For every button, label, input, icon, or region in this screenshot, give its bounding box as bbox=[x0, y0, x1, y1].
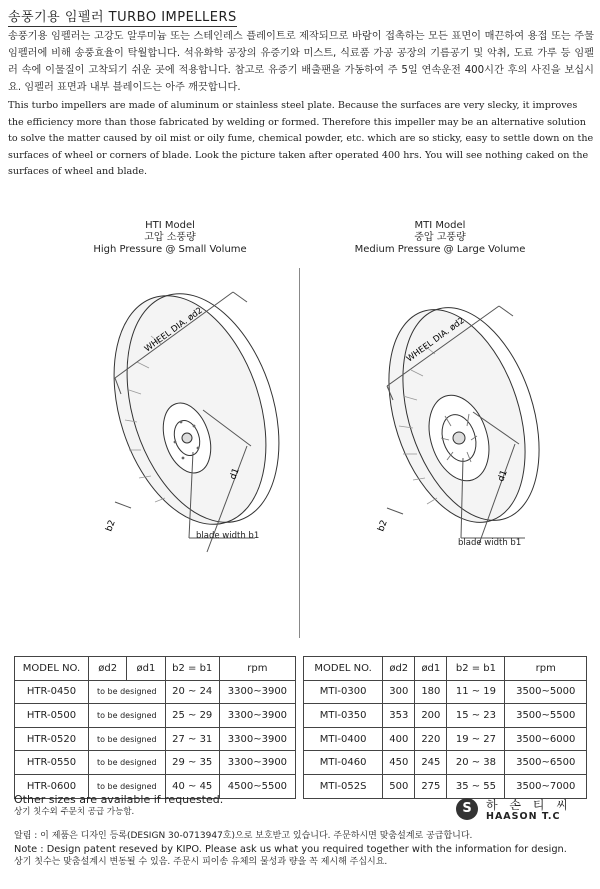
mti-model-subtitle: Medium Pressure @ Large Volume bbox=[354, 244, 526, 255]
cell-model: MTI-0300 bbox=[304, 680, 383, 704]
col-d1: ød1 bbox=[127, 657, 165, 681]
col-d2: ød2 bbox=[89, 657, 127, 681]
cell-d2: 500 bbox=[383, 774, 415, 798]
hti-model-name: HTI Model bbox=[145, 220, 195, 231]
mti-d1-label: d1 bbox=[496, 468, 510, 484]
table-row bbox=[304, 774, 587, 798]
table-row bbox=[304, 751, 587, 775]
cell-b2b1: 20 ~ 38 bbox=[447, 751, 505, 775]
cell-model: HTR-0550 bbox=[15, 751, 89, 775]
cell-b2b1: 29 ~ 35 bbox=[165, 751, 219, 775]
company-logo bbox=[456, 796, 586, 824]
col-d1: ød1 bbox=[415, 657, 447, 681]
cell-rpm: 3300~3900 bbox=[219, 751, 295, 775]
cell-rpm: 3300~3900 bbox=[219, 680, 295, 704]
cell-rpm: 3300~3900 bbox=[219, 727, 295, 751]
cell-dims: to be designed bbox=[89, 751, 166, 775]
cell-d2: 400 bbox=[383, 727, 415, 751]
other-sizes-korean: 상기 칫수외 주문치 공급 가능함. bbox=[14, 807, 135, 817]
cell-d2: 450 bbox=[383, 751, 415, 775]
col-b2b1: b2 = b1 bbox=[447, 657, 505, 681]
figure-divider bbox=[299, 268, 300, 638]
cell-model: MTI-0460 bbox=[304, 751, 383, 775]
mti-model-korean: 중압 고풍량 bbox=[414, 232, 466, 243]
cell-model: HTR-0600 bbox=[15, 774, 89, 798]
cell-rpm: 3500~5000 bbox=[505, 680, 587, 704]
cell-model: MTI-0400 bbox=[304, 727, 383, 751]
logo-korean: 하 손 티 씨 bbox=[486, 798, 572, 812]
cell-rpm: 3500~6500 bbox=[505, 751, 587, 775]
hti-impeller-drawing bbox=[95, 270, 295, 560]
note-korean: 알림 : 이 제품은 디자인 등록(DESIGN 30-0713947호)으로 보호받고 있습니다. 주문하시면 맞춤설계로 공급합니다. bbox=[14, 831, 473, 841]
hti-model-subtitle: High Pressure @ Small Volume bbox=[93, 244, 247, 255]
cell-b2b1: 11 ~ 19 bbox=[447, 680, 505, 704]
cell-d1: 180 bbox=[415, 680, 447, 704]
col-model: MODEL NO. bbox=[15, 657, 89, 681]
cell-d1: 245 bbox=[415, 751, 447, 775]
hti-model-korean: 고압 소풍량 bbox=[144, 232, 196, 243]
table-row bbox=[15, 751, 296, 775]
col-rpm: rpm bbox=[505, 657, 587, 681]
cell-d2: 300 bbox=[383, 680, 415, 704]
table-header-row bbox=[304, 657, 587, 681]
cell-b2b1: 35 ~ 55 bbox=[447, 774, 505, 798]
cell-rpm: 3300~3900 bbox=[219, 704, 295, 728]
table-row bbox=[304, 727, 587, 751]
cell-model: MTI-0350 bbox=[304, 704, 383, 728]
cell-rpm: 3500~6000 bbox=[505, 727, 587, 751]
col-model: MODEL NO. bbox=[304, 657, 383, 681]
mti-wheel-dim-label: WHEEL DIA. ød2 bbox=[404, 315, 467, 365]
mti-blade-width-label: blade width b1 bbox=[458, 538, 522, 548]
note-english: Note : Design patent reseved by KIPO. Please ask us what you required together with the information for design. bbox=[14, 844, 567, 855]
table-row bbox=[15, 727, 296, 751]
mti-b2-label: b2 bbox=[376, 518, 390, 534]
cell-dims: to be designed bbox=[89, 680, 166, 704]
col-d2: ød2 bbox=[383, 657, 415, 681]
cell-rpm: 3500~7000 bbox=[505, 774, 587, 798]
hti-caption bbox=[80, 220, 260, 256]
cell-model: HTR-0500 bbox=[15, 704, 89, 728]
logo-mark-icon: S bbox=[456, 798, 478, 820]
cell-dims: to be designed bbox=[89, 704, 166, 728]
cell-b2b1: 25 ~ 29 bbox=[165, 704, 219, 728]
cell-b2b1: 40 ~ 45 bbox=[165, 774, 219, 798]
table-row bbox=[15, 704, 296, 728]
cell-rpm: 3500~5500 bbox=[505, 704, 587, 728]
cell-dims: to be designed bbox=[89, 774, 166, 798]
table-row bbox=[304, 680, 587, 704]
col-rpm: rpm bbox=[219, 657, 295, 681]
logo-english: HAASON T.C bbox=[486, 811, 561, 822]
page-title: 송풍기용 임펠러 TURBO IMPELLERS bbox=[8, 6, 237, 27]
cell-model: HTR-0450 bbox=[15, 680, 89, 704]
mti-impeller-drawing bbox=[375, 276, 575, 566]
cell-b2b1: 27 ~ 31 bbox=[165, 727, 219, 751]
other-sizes-english: Other sizes are available if requested. bbox=[14, 793, 224, 806]
cell-model: MTI-052S bbox=[304, 774, 383, 798]
table-row bbox=[15, 680, 296, 704]
note-korean-2: 상기 칫수는 맞춤설계시 변동될 수 있음. 주문시 피이송 유체의 물성과 량을 꼭 제시해 주십시요. bbox=[14, 857, 388, 867]
other-sizes-note bbox=[14, 793, 223, 819]
cell-rpm: 4500~5500 bbox=[219, 774, 295, 798]
cell-b2b1: 15 ~ 23 bbox=[447, 704, 505, 728]
hti-b2-label: b2 bbox=[104, 518, 118, 534]
cell-b2b1: 19 ~ 27 bbox=[447, 727, 505, 751]
mti-model-name: MTI Model bbox=[414, 220, 466, 231]
table-header-row bbox=[15, 657, 296, 681]
mti-caption bbox=[340, 220, 540, 256]
hti-wheel-dim-label: WHEEL DIA. ød2 bbox=[142, 305, 205, 355]
intro-english: This turbo impellers are made of aluminum or stainless steel plate. Because the surfaces are very slecky, it improves the efficiency more than those fabricated by welding or formed. Therefore this impeller may be an alternative solution to solve the matter caused by oil mist or oily fume, chemical powder, etc. which are so sticky, easy to settle down on the surfaces of wheel or corners of blade. Look the picture taken after operated 400 hrs. You will see nothing caked on the surfaces of wheel and blade. bbox=[8, 100, 594, 177]
mti-spec-table bbox=[303, 656, 587, 799]
cell-model: HTR-0520 bbox=[15, 727, 89, 751]
cell-d1: 220 bbox=[415, 727, 447, 751]
cell-d1: 275 bbox=[415, 774, 447, 798]
col-b2b1: b2 = b1 bbox=[165, 657, 219, 681]
cell-dims: to be designed bbox=[89, 727, 166, 751]
table-row bbox=[304, 704, 587, 728]
cell-d1: 200 bbox=[415, 704, 447, 728]
cell-d2: 353 bbox=[383, 704, 415, 728]
htr-spec-table bbox=[14, 656, 296, 799]
hti-d1-label: d1 bbox=[228, 466, 242, 482]
intro-korean: 송풍기용 임펠러는 고강도 알루미늄 또는 스테인레스 플레이트로 제작되므로 바람이 접촉하는 모든 표면이 매끈하여 용접 또는 주물 임펠러에 비해 송풍효율이 탁월합니다. 석유화학 공장의 유증기와 미스트, 식료품 가공 공장의 기름공기 및 악취, 도료 가루 등 임펠러 속에 이물질이 고착되기 쉬운 곳에 적용합니다. 참고로 유증기 배출팬을 가동하여 주 5일 연속운전 400시간 후의 사진을 보십시요. 임펠러 표면과 내부 블레이드는 아주 깨끗합니다. bbox=[8, 31, 594, 93]
hti-blade-width-label: blade width b1 bbox=[196, 531, 260, 541]
footer-notes bbox=[14, 830, 592, 869]
cell-b2b1: 20 ~ 24 bbox=[165, 680, 219, 704]
